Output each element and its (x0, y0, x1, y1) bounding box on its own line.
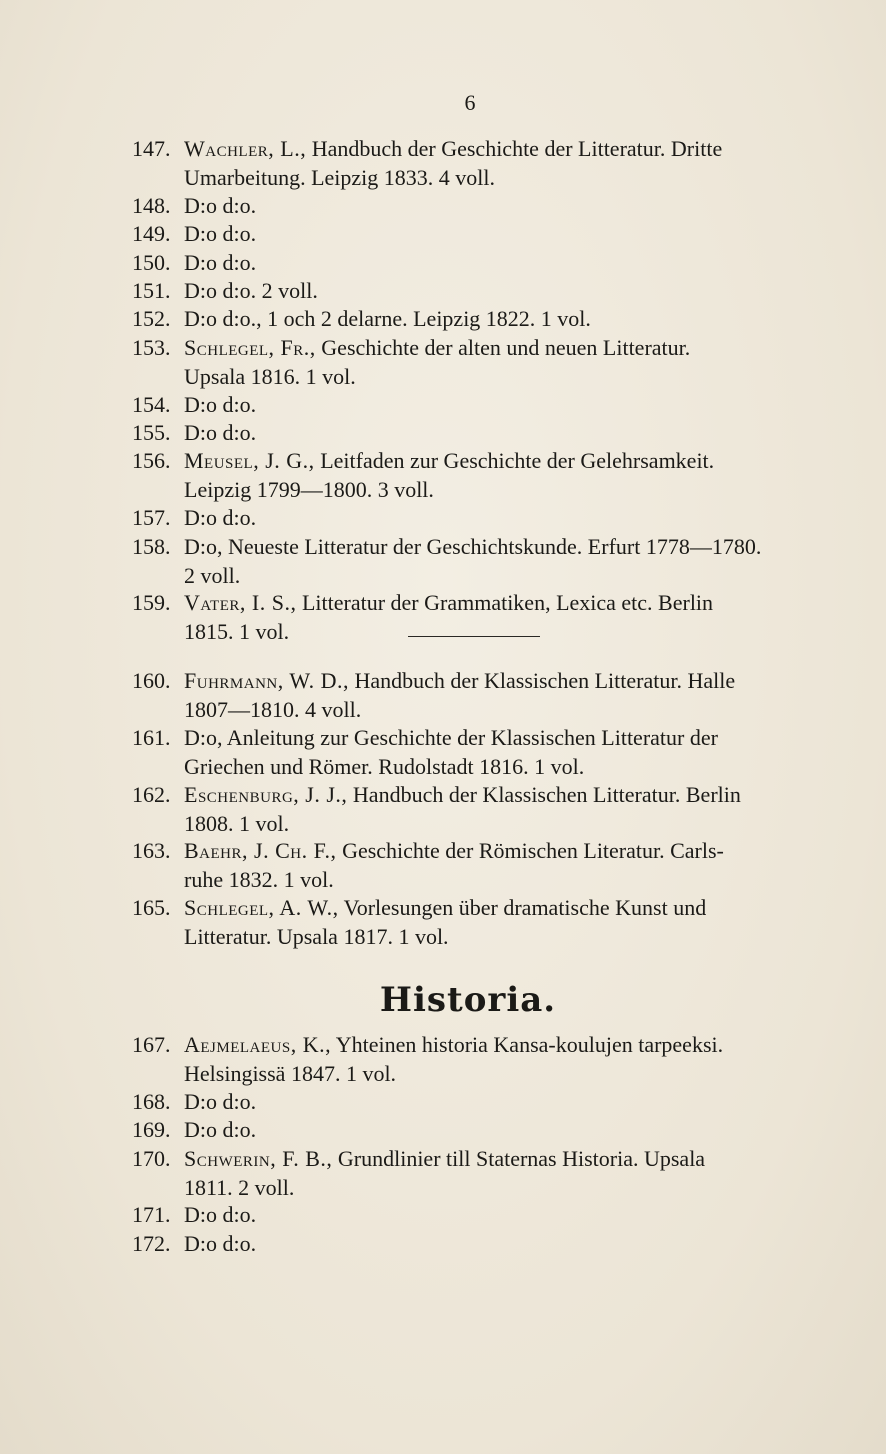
section-heading: Historia. (379, 980, 557, 1020)
entry-text: D:o d:o. (184, 391, 257, 417)
catalog-entry (132, 1200, 812, 1229)
entry-text: D:o d:o. (184, 1230, 257, 1256)
catalog-entry (132, 418, 812, 447)
catalog-entry (132, 219, 812, 248)
entry-number: 155. (132, 420, 171, 445)
catalog-entry (132, 134, 812, 192)
catalog-entry (132, 1030, 812, 1088)
catalog-entry (132, 723, 812, 781)
entry-text: Handbuch der Klassischen Litteratur. Halle (348, 668, 736, 693)
entry-number: 168. (132, 1088, 171, 1114)
catalog-entry (132, 893, 812, 951)
entry-author: Eschenburg, J. J., (184, 781, 348, 807)
entry-author: Wachler, L., (184, 136, 307, 161)
catalog-entry (132, 1144, 812, 1202)
entry-text: D:o d:o. (184, 221, 257, 247)
entry-text: D:o, Neueste Litteratur der Geschichtskunde. Erfurt 1778—1780. (184, 533, 762, 559)
catalog-entry (132, 248, 812, 277)
entry-number: 157. (132, 505, 171, 531)
entry-text: Grundlinier till Staternas Historia. Upsala (332, 1145, 706, 1171)
catalog-entry (132, 191, 812, 220)
entry-number: 156. (132, 448, 171, 474)
entry-continuation: Helsingissä 1847. 1 vol. (184, 1061, 397, 1086)
entry-number: 171. (132, 1202, 171, 1228)
catalog-entry (132, 390, 812, 419)
entry-text: Vorlesungen über dramatische Kunst und (338, 895, 707, 921)
page-number: 6 (464, 90, 476, 115)
entry-number: 159. (132, 590, 171, 616)
entry-number: 151. (132, 278, 171, 303)
entry-continuation: Umarbeitung. Leipzig 1833. 4 voll. (184, 165, 495, 190)
entry-continuation: Leipzig 1799—1800. 3 voll. (184, 477, 434, 503)
entry-number: 149. (132, 221, 171, 247)
entry-text: Geschichte der alten und neuen Litteratur. (315, 334, 691, 360)
entry-text: D:o d:o. (184, 192, 257, 218)
entry-text: D:o d:o. (184, 249, 257, 275)
entry-author: Baehr, J. Ch. F., (184, 838, 337, 864)
catalog-entry (132, 666, 812, 724)
entry-number: 165. (132, 895, 171, 921)
entry-number: 169. (132, 1117, 171, 1143)
catalog-entry (132, 1115, 812, 1144)
entry-number: 172. (132, 1230, 171, 1256)
entry-author: Aejmelaeus, K., (184, 1032, 332, 1057)
entry-text: Handbuch der Geschichte der Litteratur. Dritte (306, 136, 723, 161)
entry-continuation: Litteratur. Upsala 1817. 1 vol. (184, 924, 449, 950)
catalog-entry (132, 1087, 812, 1116)
entry-number: 158. (132, 533, 171, 559)
entry-text: D:o d:o. (184, 1202, 257, 1228)
entry-text: Handbuch der Klassischen Litteratur. Berlin (347, 781, 741, 807)
entry-number: 153. (132, 334, 171, 360)
catalog-entry (132, 780, 812, 838)
entry-text: D:o, Anleitung zur Geschichte der Klassischen Litteratur der (184, 724, 718, 750)
entry-author: Fuhrmann, W. D., (184, 668, 349, 693)
entry-author: Schwerin, F. B., (184, 1145, 333, 1171)
entry-number: 163. (132, 838, 171, 864)
entry-author: Schlegel, Fr., (184, 334, 316, 360)
catalog-entry (132, 276, 812, 305)
catalog-entry (132, 446, 812, 504)
catalog-entry (132, 333, 812, 391)
entry-author: Meusel, J. G., (184, 448, 315, 474)
entry-number: 147. (132, 136, 171, 161)
separator-rule (408, 636, 540, 637)
catalog-entry (132, 588, 812, 646)
entry-continuation: 1808. 1 vol. (184, 810, 290, 836)
entry-text: Yhteinen historia Kansa-koulujen tarpeeksi. (331, 1032, 724, 1057)
entry-number: 160. (132, 668, 171, 693)
entry-continuation: Griechen und Römer. Rudolstadt 1816. 1 vol. (184, 753, 585, 779)
entry-continuation: 2 voll. (184, 562, 241, 588)
entry-continuation: 1815. 1 vol. (184, 619, 290, 645)
entry-number: 150. (132, 249, 171, 275)
entry-number: 152. (132, 306, 171, 332)
entry-number: 148. (132, 192, 171, 218)
entry-author: Schlegel, A. W., (184, 895, 339, 921)
catalog-entry (132, 503, 812, 532)
entry-author: Vater, I. S., (184, 590, 297, 616)
entry-number: 161. (132, 724, 171, 750)
entry-text: Geschichte der Römischen Literatur. Carls- (336, 838, 724, 864)
entry-continuation: 1807—1810. 4 voll. (184, 697, 362, 722)
catalog-entry (132, 1229, 812, 1258)
entry-continuation: 1811. 2 voll. (184, 1174, 295, 1200)
entry-text: D:o d:o. (184, 505, 257, 531)
entry-continuation: Upsala 1816. 1 vol. (184, 363, 356, 389)
catalog-entry (132, 532, 812, 590)
catalog-entry (132, 836, 812, 894)
entry-text: D:o d:o., 1 och 2 delarne. Leipzig 1822. 1 vol. (184, 306, 591, 332)
entry-number: 162. (132, 781, 171, 807)
catalog-entry (132, 304, 812, 333)
entry-text: Litteratur der Grammatiken, Lexica etc. Berlin (296, 590, 714, 616)
entry-number: 154. (132, 391, 171, 417)
entry-text: D:o d:o. (184, 420, 257, 445)
entry-text: Leitfaden zur Geschichte der Gelehrsamkeit. (314, 448, 715, 474)
entry-continuation: ruhe 1832. 1 vol. (184, 867, 334, 893)
entry-text: D:o d:o. 2 voll. (184, 278, 318, 303)
entry-number: 170. (132, 1145, 171, 1171)
entry-text: D:o d:o. (184, 1117, 257, 1143)
entry-text: D:o d:o. (184, 1088, 257, 1114)
entry-number: 167. (132, 1032, 171, 1057)
